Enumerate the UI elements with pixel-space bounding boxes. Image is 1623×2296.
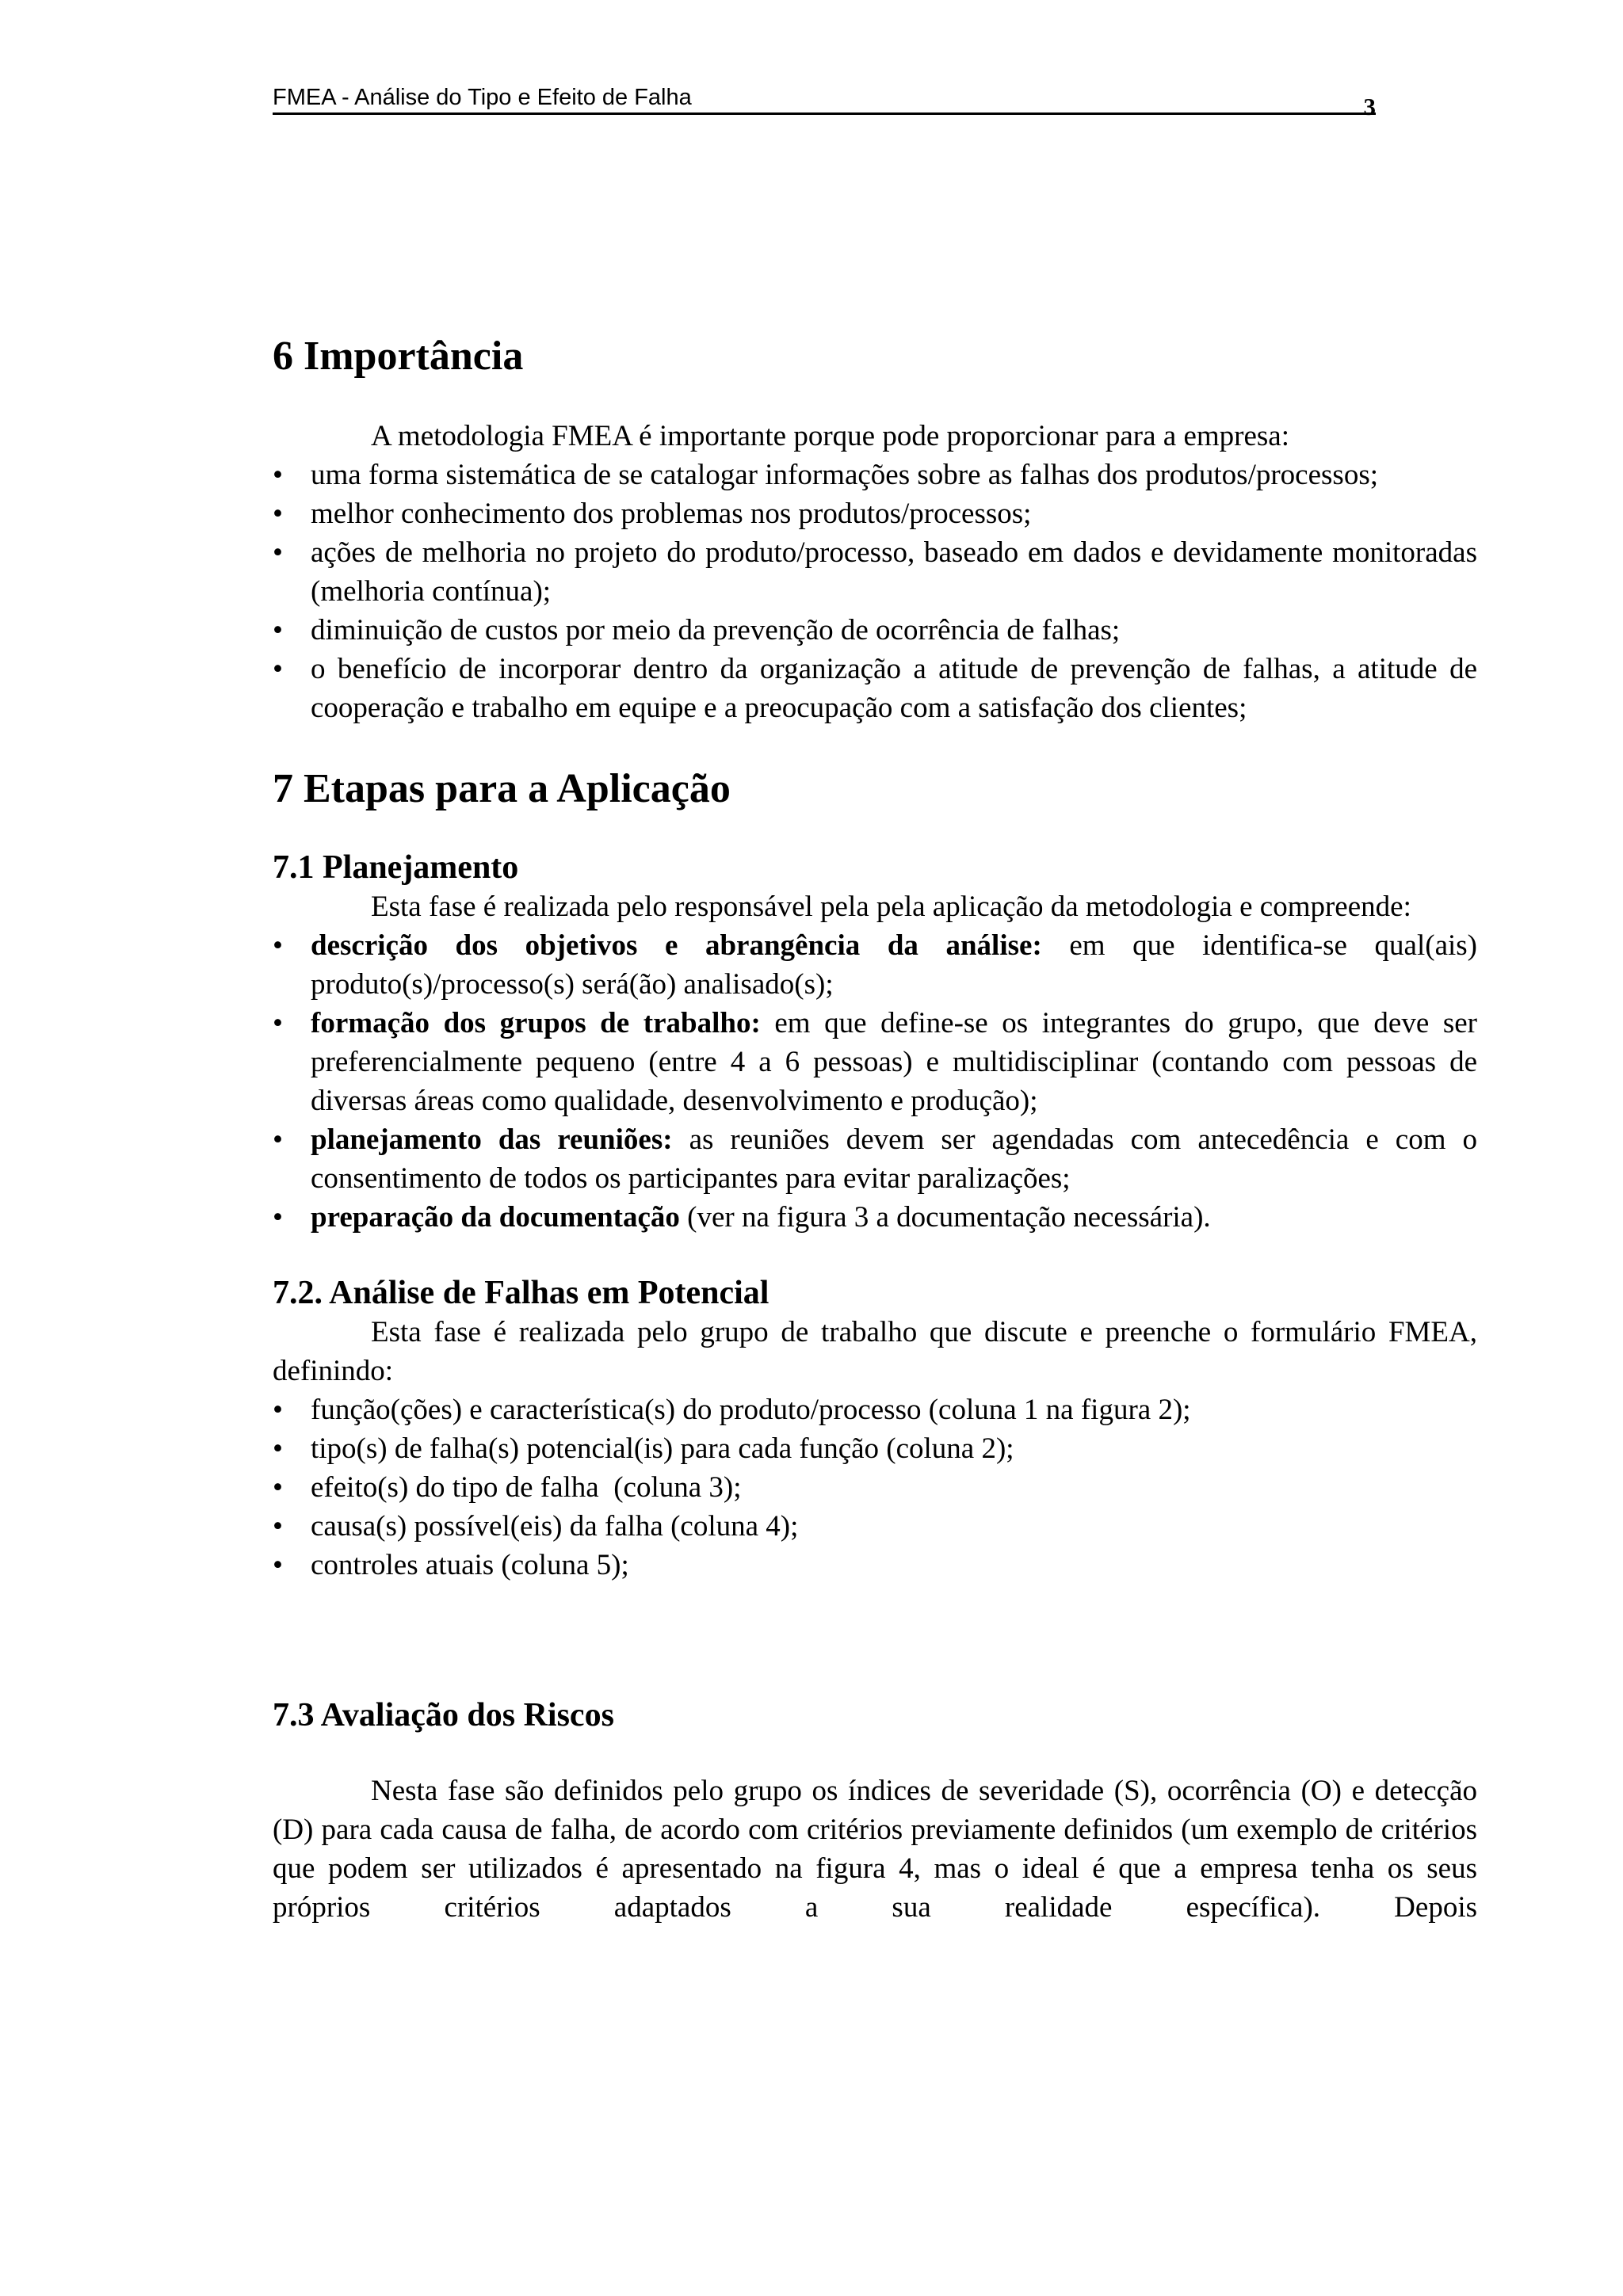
list-item-text: melhor conhecimento dos problemas nos produtos/processos; bbox=[311, 498, 1032, 530]
section-7-1-heading: 7.1 Planejamento bbox=[273, 849, 519, 886]
bullet-icon: • bbox=[273, 1007, 283, 1039]
list-item bbox=[273, 1546, 1477, 1585]
list-item-text: o benefício de incorporar dentro da organização a atitude de prevenção de falhas, a atitude de cooperação e trabalho em equipe e a preocupação com a satisfação dos clientes; bbox=[311, 653, 1477, 724]
list-item-text: (ver na figura 3 a documentação necessária). bbox=[679, 1201, 1211, 1234]
section-7-heading: 7 Etapas para a Aplicação bbox=[273, 766, 731, 811]
list-item-text: ações de melhoria no projeto do produto/processo, baseado em dados e devidamente monitoradas (melhoria contínua); bbox=[311, 536, 1477, 608]
section-7-2-intro: Esta fase é realizada pelo grupo de trabalho que discute e preenche o formulário FMEA, definindo: bbox=[273, 1316, 1477, 1387]
list-item-lead: descrição dos objetivos e abrangência da análise: bbox=[311, 929, 1042, 962]
page-content bbox=[273, 333, 1477, 1927]
section-6-intro: A metodologia FMEA é importante porque pode proporcionar para a empresa: bbox=[371, 420, 1289, 452]
bullet-icon: • bbox=[273, 614, 283, 646]
section-6-heading: 6 Importância bbox=[273, 334, 524, 379]
list-item bbox=[273, 494, 1477, 533]
list-item-text: tipo(s) de falha(s) potencial(is) para cada função (coluna 2); bbox=[311, 1432, 1014, 1465]
section-7-2-list bbox=[273, 1390, 1477, 1585]
list-item bbox=[273, 1120, 1477, 1198]
bullet-icon: • bbox=[273, 1123, 283, 1156]
list-item-text: função(ções) e característica(s) do produto/processo (coluna 1 na figura 2); bbox=[311, 1394, 1191, 1426]
list-item-text: efeito(s) do tipo de falha (coluna 3); bbox=[311, 1471, 742, 1504]
bullet-icon: • bbox=[273, 653, 283, 685]
list-item bbox=[273, 1390, 1477, 1429]
list-item bbox=[273, 1198, 1477, 1237]
bullet-icon: • bbox=[273, 929, 283, 962]
bullet-icon: • bbox=[273, 1394, 283, 1426]
list-item-text: causa(s) possível(eis) da falha (coluna 4); bbox=[311, 1510, 799, 1543]
list-item-text: controles atuais (coluna 5); bbox=[311, 1549, 629, 1581]
section-7-2-heading: 7.2. Análise de Falhas em Potencial bbox=[273, 1275, 769, 1311]
section-7-3-heading: 7.3 Avaliação dos Riscos bbox=[273, 1697, 614, 1733]
list-item bbox=[273, 611, 1477, 650]
bullet-icon: • bbox=[273, 1471, 283, 1504]
list-item-text: em que identifica-se qual(ais) produto(s)/processo(s) será(ão) analisado(s); bbox=[311, 929, 1477, 1001]
list-item bbox=[273, 1507, 1477, 1546]
list-item bbox=[273, 533, 1477, 611]
list-item bbox=[273, 456, 1477, 494]
list-item-text: diminuição de custos por meio da prevenção de ocorrência de falhas; bbox=[311, 614, 1121, 646]
page-number: 3 bbox=[1363, 93, 1376, 120]
section-7-3-paragraph: Nesta fase são definidos pelo grupo os índices de severidade (S), ocorrência (O) e detecção (D) para cada causa de falha, de acordo com critérios previamente definidos (um exemplo de critérios que podem ser utilizados é apresentado na figura 4, mas o ideal é que a empresa tenha os seus próprios critérios adaptados a sua realidade específica). Depois bbox=[273, 1775, 1477, 1924]
list-item bbox=[273, 1429, 1477, 1468]
list-item-text: as reuniões devem ser agendadas com antecedência e com o consentimento de todos os participantes para evitar paralizações; bbox=[311, 1123, 1477, 1195]
running-header bbox=[273, 76, 1376, 120]
bullet-icon: • bbox=[273, 536, 283, 569]
section-6-list bbox=[273, 456, 1477, 727]
bullet-icon: • bbox=[273, 1510, 283, 1543]
section-7-1-intro: Esta fase é realizada pelo responsável pela pela aplicação da metodologia e compreende: bbox=[371, 891, 1411, 923]
list-item bbox=[273, 650, 1477, 727]
list-item bbox=[273, 926, 1477, 1004]
list-item-lead: formação dos grupos de trabalho: bbox=[311, 1007, 761, 1039]
bullet-icon: • bbox=[273, 459, 283, 491]
list-item-lead: preparação da documentação bbox=[311, 1201, 680, 1234]
bullet-icon: • bbox=[273, 498, 283, 530]
list-item-lead: planejamento das reuniões: bbox=[311, 1123, 673, 1156]
list-item bbox=[273, 1468, 1477, 1507]
bullet-icon: • bbox=[273, 1201, 283, 1234]
bullet-icon: • bbox=[273, 1432, 283, 1465]
header-title: FMEA - Análise do Tipo e Efeito de Falha bbox=[273, 85, 692, 110]
list-item-text: uma forma sistemática de se catalogar informações sobre as falhas dos produtos/processos; bbox=[311, 459, 1378, 491]
list-item bbox=[273, 1004, 1477, 1120]
list-item-text: em que define-se os integrantes do grupo, que deve ser preferencialmente pequeno (entre 4 a 6 pessoas) e multidisciplinar (contando com pessoas de diversas áreas como qualidade, desenvolvimento e produção); bbox=[311, 1007, 1477, 1117]
bullet-icon: • bbox=[273, 1549, 283, 1581]
section-7-1-list bbox=[273, 926, 1477, 1237]
